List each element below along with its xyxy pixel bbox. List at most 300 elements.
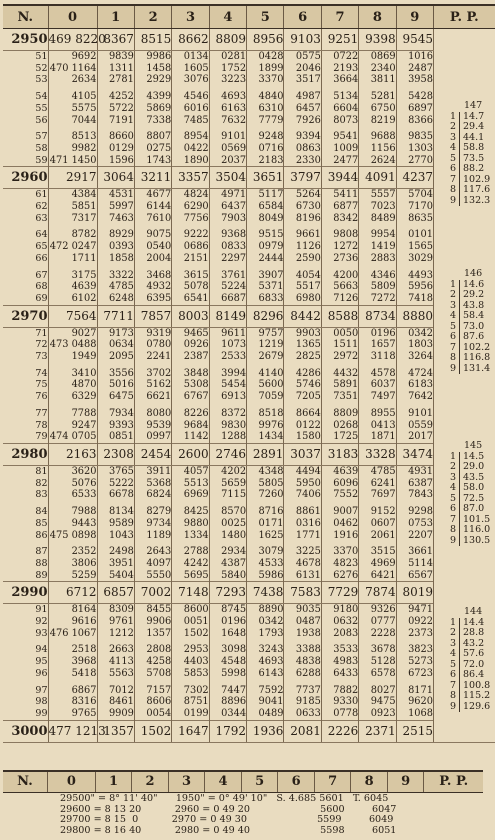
- mantissa-cell: 1625: [247, 530, 284, 542]
- mantissa-cell: 7934: [97, 408, 134, 420]
- mantissa-cell: 6144: [134, 201, 171, 213]
- mantissa-cell: 5371: [247, 281, 284, 293]
- mantissa-cell: 1916: [321, 530, 358, 542]
- mantissa-cell: 3811: [359, 74, 396, 86]
- mantissa-cell: 2590: [284, 253, 321, 265]
- pp-row: [436, 649, 492, 660]
- table-row: [3, 327, 495, 339]
- mantissa-base: 9616: [48, 616, 97, 628]
- mantissa-cell: 4494: [284, 465, 321, 477]
- mantissa-cell: 2515: [396, 720, 433, 742]
- row-number: 67: [35, 269, 48, 281]
- mantissa-cell: 7711: [97, 305, 134, 327]
- mantissa-cell: 5454: [209, 379, 246, 391]
- mantissa-cell: 5746: [284, 379, 321, 391]
- mantissa-cell: 4348: [247, 465, 284, 477]
- mantissa-cell: 2929: [134, 74, 171, 86]
- mantissa-cell: 8809: [321, 408, 358, 420]
- pp-digit: 1: [436, 112, 460, 123]
- mantissa-cell: 1303: [396, 143, 433, 155]
- table-row: [3, 229, 495, 241]
- mantissa-cell: 8196: [284, 213, 321, 225]
- mantissa-cell: 1890: [172, 155, 209, 167]
- mantissa-cell: 1771: [284, 530, 321, 542]
- table-row: [3, 213, 495, 225]
- pp-row: [436, 164, 492, 175]
- mantissa-cell: 8080: [134, 408, 171, 420]
- mantissa-cell: 7438: [247, 582, 284, 604]
- row-number: 61: [35, 189, 48, 201]
- pp-value: 102.9: [463, 173, 491, 185]
- mantissa-cell: 2183: [247, 155, 284, 167]
- header-cell: 9: [396, 5, 433, 29]
- mantissa-base: 2163: [48, 443, 97, 465]
- mantissa-cell: 9757: [247, 327, 284, 339]
- mantissa-cell: 1043: [97, 530, 134, 542]
- mantissa-cell: 3911: [134, 465, 171, 477]
- pp-value: 29.4: [463, 121, 485, 132]
- pp-value: 57.6: [463, 648, 485, 659]
- mantissa-cell: 0923: [359, 708, 396, 720]
- mantissa-cell: 0129: [97, 143, 134, 155]
- header-cell: 1: [97, 5, 134, 29]
- pp-digit: 9: [436, 196, 460, 207]
- mantissa-cell: 1858: [97, 253, 134, 265]
- mantissa-cell: 4932: [134, 281, 171, 293]
- mantissa-cell: 5840: [209, 570, 246, 582]
- mantissa-cell: 3651: [247, 167, 284, 189]
- mantissa-cell: 9330: [321, 696, 358, 708]
- pp-value: 29.2: [463, 289, 485, 300]
- mantissa-cell: 1657: [359, 339, 396, 351]
- row-number: 84: [35, 506, 48, 518]
- mantissa-cell: 0134: [172, 51, 209, 63]
- mantissa-cell: 4546: [172, 91, 209, 103]
- mantissa-cell: 1458: [134, 63, 171, 75]
- footer-cell: 4: [204, 772, 241, 792]
- mantissa-cell: 9835: [396, 131, 433, 143]
- mantissa-cell: 3664: [321, 74, 358, 86]
- mantissa-cell: 9101: [209, 131, 246, 143]
- footer-cell: 1: [95, 772, 132, 792]
- footnote-line: 29800 = 8 16 40 2980 = 0 49 40 5598 6051: [60, 824, 397, 836]
- mantissa-cell: 6578: [359, 668, 396, 680]
- mantissa-base: 2352: [48, 546, 97, 558]
- mantissa-cell: 8366: [396, 115, 433, 127]
- proportional-parts-column: [434, 29, 495, 743]
- mantissa-cell: 4399: [134, 91, 171, 103]
- mantissa-cell: 8149: [209, 305, 246, 327]
- mantissa-cell: 5550: [134, 570, 171, 582]
- footer-cell: P. P.: [423, 772, 483, 792]
- mantissa-cell: 5986: [247, 570, 284, 582]
- mantissa-cell: 5078: [172, 281, 209, 293]
- mantissa-cell: 7023: [359, 201, 396, 213]
- mantissa-cell: 3183: [321, 443, 358, 465]
- mantissa-cell: 0633: [284, 708, 321, 720]
- mantissa-cell: 0275: [134, 143, 171, 155]
- mantissa-cell: 3533: [321, 644, 358, 656]
- header-cell: P. P.: [434, 5, 495, 29]
- table-row: [3, 305, 495, 327]
- mantissa-cell: 0196: [209, 616, 246, 628]
- mantissa-cell: 8588: [321, 305, 358, 327]
- pp-row: [436, 462, 492, 473]
- mantissa-cell: 9909: [97, 708, 134, 720]
- header-cell: 4: [209, 5, 246, 29]
- mantissa-base: 5076: [48, 478, 97, 490]
- mantissa-cell: 0722: [321, 51, 358, 63]
- mantissa-cell: 2297: [209, 253, 246, 265]
- mantissa-cell: 0778: [321, 708, 358, 720]
- mantissa-cell: 9173: [97, 327, 134, 339]
- mantissa-cell: 0487: [284, 616, 321, 628]
- pp-row: [436, 311, 492, 322]
- mantissa-cell: 9368: [209, 229, 246, 241]
- mantissa-cell: 6437: [209, 201, 246, 213]
- mantissa-cell: 7260: [247, 489, 284, 501]
- pp-row: [436, 196, 492, 207]
- row-number: 81: [35, 465, 48, 477]
- mantissa-cell: 9103: [284, 29, 321, 51]
- mantissa-cell: 8342: [321, 213, 358, 225]
- mantissa-cell: 5557: [359, 189, 396, 201]
- pp-row: [436, 364, 492, 375]
- mantissa-cell: 2600: [172, 443, 209, 465]
- row-number: 69: [35, 292, 48, 304]
- row-number: 82: [35, 477, 48, 489]
- mantissa-cell: 6877: [321, 201, 358, 213]
- table-row: [3, 465, 495, 477]
- row-number: 97: [35, 684, 48, 696]
- footer-cell: 8: [350, 772, 387, 792]
- table-row: [3, 668, 495, 680]
- mantissa-cell: 8372: [209, 408, 246, 420]
- mantissa-cell: 0054: [134, 708, 171, 720]
- mantissa-cell: 1480: [209, 530, 246, 542]
- pp-value: 101.5: [463, 513, 491, 525]
- row-number: 78: [35, 419, 48, 431]
- pp-block: [436, 269, 492, 374]
- table-row: [3, 115, 495, 127]
- mantissa-cell: 4693: [247, 656, 284, 668]
- mantissa-cell: 7737: [284, 685, 321, 697]
- row-number: 87: [35, 546, 48, 558]
- mantissa-cell: 3556: [97, 368, 134, 380]
- mantissa-cell: 8745: [209, 604, 246, 616]
- table-row: [3, 685, 495, 697]
- mantissa-base: 3175: [48, 270, 97, 282]
- mantissa-cell: 7729: [321, 582, 358, 604]
- mantissa-cell: 2037: [209, 155, 246, 167]
- mantissa-cell: 3029: [396, 253, 433, 265]
- row-number: 53: [35, 74, 48, 86]
- mantissa-cell: 9539: [134, 420, 171, 432]
- mantissa-cell: 0979: [247, 241, 284, 253]
- mantissa-cell: 8442: [284, 305, 321, 327]
- row-number: 55: [35, 102, 48, 114]
- footer-cell: 5: [241, 772, 278, 792]
- row-number: 56: [35, 114, 48, 126]
- mantissa-cell: 7418: [396, 293, 433, 305]
- table-row: [3, 91, 495, 103]
- mantissa-cell: 0833: [209, 241, 246, 253]
- mantissa-cell: 4678: [284, 558, 321, 570]
- mantissa-cell: 1647: [172, 720, 209, 742]
- table-row: [3, 29, 495, 51]
- table-row: [3, 708, 495, 720]
- mantissa-cell: 6276: [321, 570, 358, 582]
- mantissa-cell: 6687: [209, 293, 246, 305]
- mantissa-cell: 6241: [359, 478, 396, 490]
- mantissa-cell: 5016: [97, 379, 134, 391]
- mantissa-cell: 9954: [359, 229, 396, 241]
- mantissa-cell: 0632: [321, 616, 358, 628]
- mantissa-cell: 3474: [396, 443, 433, 465]
- row-number: 73: [35, 351, 48, 363]
- pp-difference: 146: [464, 268, 483, 279]
- mantissa-base: 5575: [48, 103, 97, 115]
- mantissa-cell: 6723: [396, 668, 433, 680]
- mantissa-cell: 8660: [97, 131, 134, 143]
- mantissa-cell: 2808: [134, 644, 171, 656]
- mantissa-base: 3968: [48, 656, 97, 668]
- mantissa-cell: 0634: [97, 339, 134, 351]
- mantissa-cell: 3211: [134, 167, 171, 189]
- mantissa-cell: 3615: [172, 270, 209, 282]
- mantissa-cell: 7002: [134, 582, 171, 604]
- mantissa-cell: 0753: [396, 518, 433, 530]
- mantissa-cell: 7463: [97, 213, 134, 225]
- row-number: 71: [35, 327, 48, 339]
- mantissa-cell: 1743: [134, 155, 171, 167]
- pp-row: [436, 525, 492, 536]
- mantissa-cell: 6288: [284, 668, 321, 680]
- mantissa-cell: 5222: [97, 478, 134, 490]
- mantissa-cell: 0050: [321, 327, 358, 339]
- pp-value: 29.0: [463, 461, 485, 472]
- pp-digit: 2: [436, 290, 460, 301]
- row-number: 77: [35, 407, 48, 419]
- table-row: [3, 420, 495, 432]
- pp-digit: 5: [436, 154, 460, 165]
- pp-digit: 9: [436, 702, 460, 713]
- table-row: [3, 155, 495, 167]
- mantissa-cell: 0199: [172, 708, 209, 720]
- mantissa-cell: 9319: [134, 327, 171, 339]
- mantissa-cell: 4838: [284, 656, 321, 668]
- mantissa-cell: 2972: [321, 351, 358, 363]
- table-row: [3, 582, 495, 604]
- mantissa-base: 7564: [48, 305, 97, 327]
- mantissa-cell: 2788: [172, 546, 209, 558]
- mantissa-cell: 5663: [321, 281, 358, 293]
- pp-block: [436, 607, 492, 712]
- mantissa-cell: 5128: [359, 656, 396, 668]
- mantissa-cell: 2373: [396, 628, 433, 640]
- pp-row: [436, 122, 492, 133]
- row-number: 64: [35, 229, 48, 241]
- mantissa-cell: 3118: [359, 351, 396, 363]
- table-row: [3, 143, 495, 155]
- mantissa-cell: 9465: [172, 327, 209, 339]
- mantissa-cell: 0422: [172, 143, 209, 155]
- row-number: 93: [35, 627, 48, 639]
- mantissa-cell: 0316: [284, 518, 321, 530]
- pp-row: [436, 290, 492, 301]
- mantissa-cell: 6913: [209, 391, 246, 403]
- footer-cell: 2: [131, 772, 168, 792]
- pp-value: 87.0: [463, 503, 485, 514]
- mantissa-cell: 2679: [247, 351, 284, 363]
- pp-value: 73.5: [463, 152, 485, 164]
- mantissa-base: 1949: [48, 351, 97, 363]
- mantissa-cell: 4140: [247, 368, 284, 380]
- mantissa-cell: 2663: [97, 644, 134, 656]
- mantissa-cell: 1565: [396, 241, 433, 253]
- header-cell: N.: [3, 5, 48, 29]
- mantissa-cell: 1219: [247, 339, 284, 351]
- mantissa-cell: 5722: [97, 103, 134, 115]
- mantissa-cell: 2207: [396, 530, 433, 542]
- mantissa-cell: 9620: [396, 696, 433, 708]
- mantissa-cell: 0196: [359, 327, 396, 339]
- mantissa-cell: 5117: [247, 189, 284, 201]
- mantissa-cell: 3761: [209, 270, 246, 282]
- mantissa-base: 7317: [48, 213, 97, 225]
- mantissa-base: 9692: [48, 51, 97, 63]
- mantissa-cell: 1156: [359, 143, 396, 155]
- pp-row: [436, 483, 492, 494]
- row-number: 88: [35, 557, 48, 569]
- mantissa-cell: 5695: [172, 570, 209, 582]
- mantissa-cell: 3702: [134, 368, 171, 380]
- pp-digit: 2: [436, 462, 460, 473]
- pp-row: [436, 702, 492, 713]
- mantissa-cell: 3079: [247, 546, 284, 558]
- pp-value: 87.6: [463, 331, 485, 342]
- pp-value: 58.4: [463, 310, 485, 321]
- mantissa-cell: 2736: [321, 253, 358, 265]
- pp-digit: 3: [436, 639, 460, 650]
- footer-cell: 9: [387, 772, 424, 792]
- mantissa-base: 471 1450: [49, 154, 97, 166]
- row-number: 95: [35, 656, 48, 668]
- mantissa-cell: 4387: [209, 558, 246, 570]
- mantissa-cell: 9251: [321, 29, 358, 51]
- pp-difference: 144: [464, 606, 483, 617]
- mantissa-cell: 1502: [172, 628, 209, 640]
- pp-value: 44.1: [463, 131, 485, 143]
- footer-cell: 3: [168, 772, 205, 792]
- mantissa-cell: 4639: [321, 465, 358, 477]
- row-number: 72: [35, 339, 48, 351]
- mantissa-cell: 6750: [359, 103, 396, 115]
- mantissa-cell: 9180: [321, 604, 358, 616]
- pp-digit: 1: [436, 280, 460, 291]
- pp-digit: 1: [436, 618, 460, 629]
- row-number: 2950: [3, 29, 48, 51]
- mantissa-base: 472 0247: [49, 241, 97, 253]
- mantissa-cell: 3765: [97, 465, 134, 477]
- mantissa-base: 476 1067: [49, 627, 97, 639]
- mantissa-cell: 9298: [396, 506, 433, 518]
- mantissa-cell: 7843: [396, 489, 433, 501]
- mantissa-cell: 9688: [359, 131, 396, 143]
- mantissa-cell: 5708: [134, 668, 171, 680]
- pp-digit: 5: [436, 322, 460, 333]
- mantissa-base: 2917: [48, 167, 97, 189]
- mantissa-cell: 7756: [172, 213, 209, 225]
- mantissa-cell: 9906: [134, 616, 171, 628]
- mantissa-cell: 9880: [172, 518, 209, 530]
- mantissa-cell: 4785: [97, 281, 134, 293]
- mantissa-cell: 0777: [359, 616, 396, 628]
- mantissa-cell: 5308: [172, 379, 209, 391]
- mantissa-cell: 0342: [396, 327, 433, 339]
- mantissa-cell: 9761: [97, 616, 134, 628]
- mantissa-cell: 2934: [209, 546, 246, 558]
- mantissa-base: 8164: [48, 604, 97, 616]
- mantissa-cell: 0344: [209, 708, 246, 720]
- table-row: [3, 478, 495, 490]
- mantissa-cell: 3661: [396, 546, 433, 558]
- table-row: [3, 644, 495, 656]
- mantissa-cell: 5805: [247, 478, 284, 490]
- mantissa-base: 8513: [48, 131, 97, 143]
- pp-digit: 4: [436, 649, 460, 660]
- mantissa-cell: 1272: [321, 241, 358, 253]
- mantissa-cell: 2825: [284, 351, 321, 363]
- mantissa-cell: 3223: [209, 74, 246, 86]
- row-number: 65: [35, 241, 48, 253]
- pp-value: 72.5: [463, 492, 485, 504]
- mantissa-cell: 2487: [396, 63, 433, 75]
- mantissa-cell: 9734: [134, 518, 171, 530]
- mantissa-cell: 4531: [97, 189, 134, 201]
- mantissa-cell: 2061: [359, 530, 396, 542]
- mantissa-base: 4870: [48, 379, 97, 391]
- table-header-row: [3, 5, 495, 29]
- mantissa-cell: 7148: [172, 582, 209, 604]
- mantissa-cell: 7592: [247, 685, 284, 697]
- table-row: [3, 253, 495, 265]
- mantissa-cell: 9541: [321, 131, 358, 143]
- mantissa-cell: 8606: [134, 696, 171, 708]
- mantissa-cell: 6621: [134, 391, 171, 403]
- mantissa-base: 8782: [48, 229, 97, 241]
- mantissa-cell: 9986: [134, 51, 171, 63]
- mantissa-cell: 9222: [172, 229, 209, 241]
- mantissa-cell: 4242: [172, 558, 209, 570]
- mantissa-base: 9982: [48, 143, 97, 155]
- mantissa-cell: 2081: [284, 720, 321, 742]
- mantissa-cell: 6604: [321, 103, 358, 115]
- mantissa-cell: 7552: [321, 489, 358, 501]
- mantissa-cell: 1357: [97, 720, 134, 742]
- mantissa-cell: 8367: [97, 29, 134, 51]
- pp-value: 116.0: [463, 524, 491, 535]
- mantissa-cell: 7205: [284, 391, 321, 403]
- mantissa-cell: 2533: [209, 351, 246, 363]
- mantissa-cell: 7583: [284, 582, 321, 604]
- table-row: [3, 696, 495, 708]
- mantissa-cell: 5264: [284, 189, 321, 201]
- row-number: 63: [35, 212, 48, 224]
- mantissa-cell: 3357: [172, 167, 209, 189]
- mantissa-cell: 7779: [247, 115, 284, 127]
- mantissa-cell: 8751: [172, 696, 209, 708]
